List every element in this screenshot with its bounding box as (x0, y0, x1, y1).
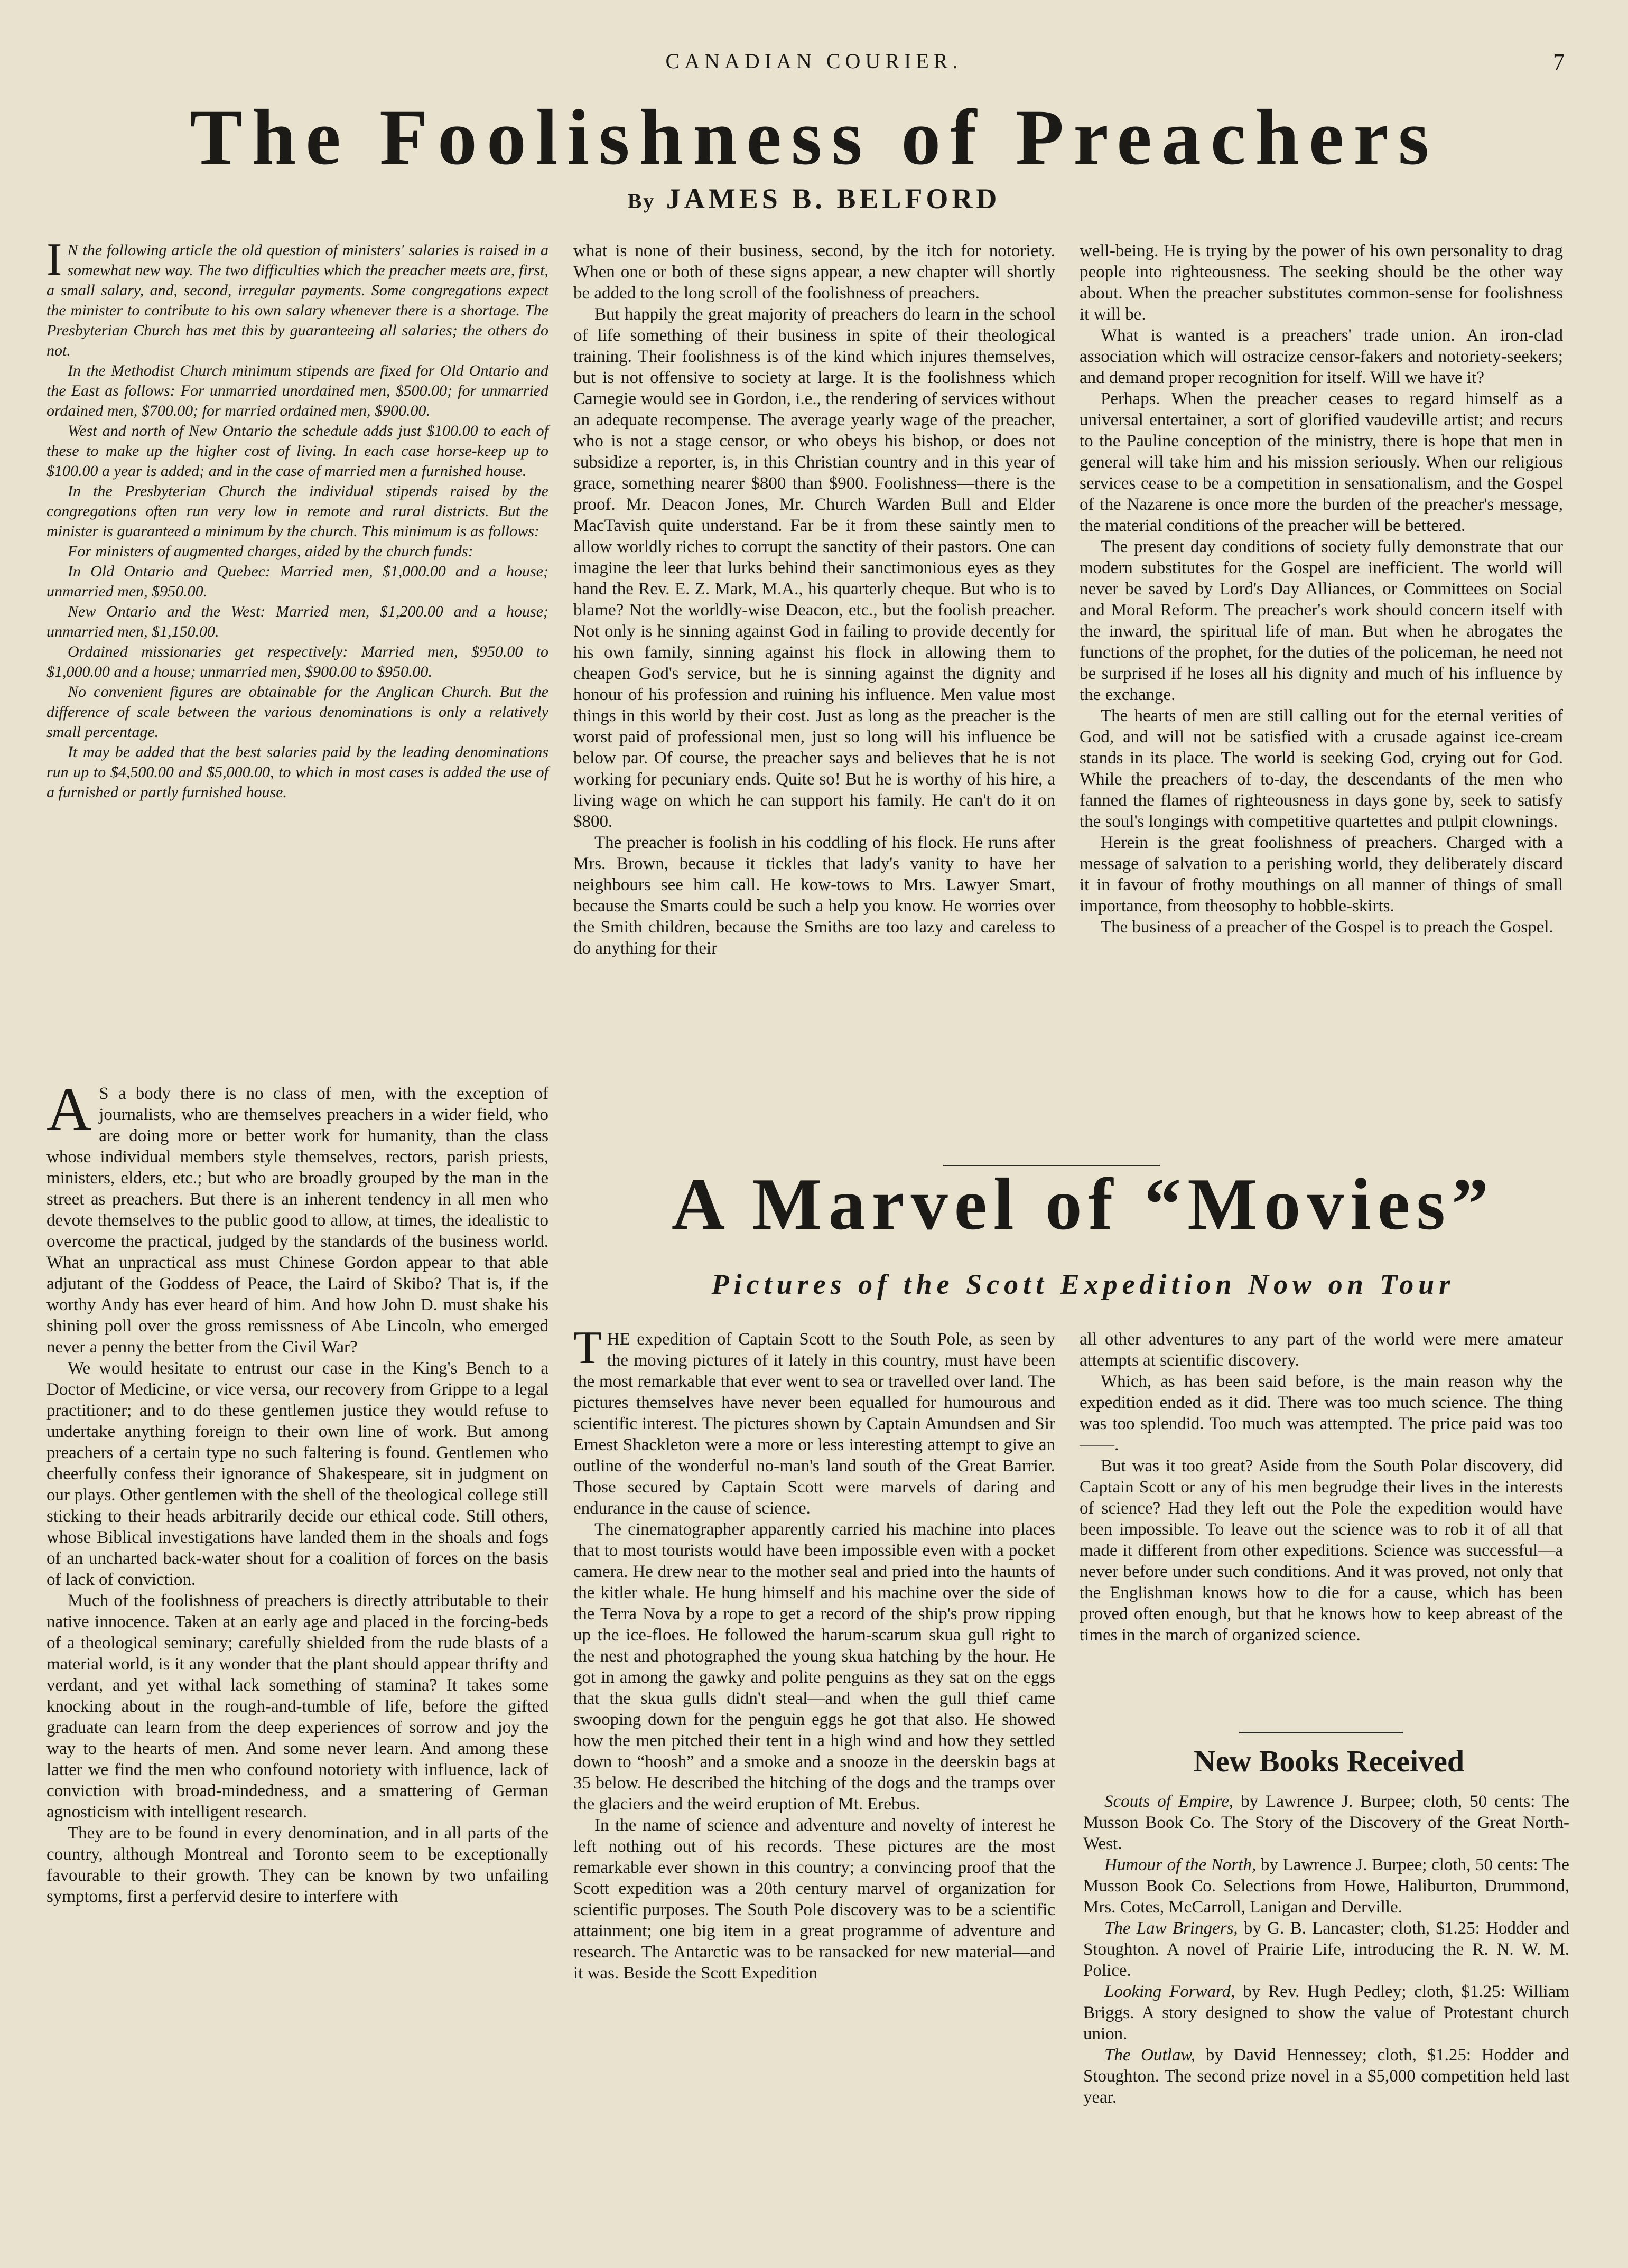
body-paragraph: But was it too great? Aside from the South Polar discovery, did Captain Scott or any of his men begrudge their lives in the interests of science? Had they left out the Pole the expedition would have been impossible. To leave out the science was to rob it of all that made it different from other expeditions. Science was successful—a never before under such conditions. And it was proved, not only that the Englishman knows how to die for a cause, which has been proved often enough, but that he knows how to keep abreast of the times in the march of organized science. (1080, 1457, 1563, 1645)
body-paragraph: The hearts of men are still calling out for the eternal verities of God, and will not be satisfied with a crusade against ice-cream stands in its place. The world is seeking God, crying out for God. While the preachers of to-day, the descendants of the men who fanned the flames of righteousness in days gone by, seek to satisfy the soul's longings with competitive quartettes and pulpit clownings. (1080, 706, 1563, 831)
body-paragraph: The cinematographer apparently carried his machine into places that to most tourists would have been impossible even with a pocket camera. He drew near to the mother seal and pried into the haunts of the kitler whale. He hung himself and his machine over the side of the Terra Nova by a rope to get a record of the ship's prow ripping up the ice-floes. He followed the harum-scarum skua gull right to the nest and photographed the young skua hatching by the hour. He got in among the gawky and polite penguins as they sat on the eggs that the skua gulls didn't steal—and when the gull thief came swooping down for the penguin eggs he got that also. He showed how the men pitched their tent in a high wind and how they settled down to “hoosh” and a smoke and a snooze in the deerskin bags at 35 below. He described the hitching of the dogs and the tramps over the glaciers and the weird eruption of Mt. Erebus. (573, 1520, 1055, 1814)
article-2-subtitle: Pictures of the Scott Expedition Now on Tour (711, 1268, 1455, 1300)
intro-paragraph: New Ontario and the West: Married men, $1,200.00 and a house; unmarried men, $1,150.00. (46, 603, 548, 640)
book-details: by David Hennessey; cloth, $1.25: Hodder and Stoughton. The second prize novel in a $5,000 competition held last year. (1083, 2046, 1569, 2107)
intro-paragraph: In Old Ontario and Quebec: Married men, $1,000.00 and a house; unmarried men, $950.00. (46, 563, 548, 600)
books-list (1083, 1791, 1569, 2108)
body-paragraph: Herein is the great foolishness of preachers. Charged with a message of salvation to a perishing world, they deliberately discard it in favour of frothy mouthings on all manner of things of small importance, from theosophy to hobble-skirts. (1080, 833, 1563, 916)
book-entry (1083, 1981, 1569, 2045)
article-2-column-2 (1080, 1329, 1563, 1646)
drop-cap: I (46, 234, 62, 285)
running-head (0, 49, 1628, 80)
intro-paragraph (46, 234, 548, 361)
book-entry (1083, 1918, 1569, 1981)
body-paragraph: well-being. He is trying by the power of his own personality to drag people into righteousness. The seeking should be the other way about. When the preacher substitutes common-sense for foolishness it will be. (1080, 241, 1563, 324)
intro-paragraph: It may be added that the best salaries paid by the leading denominations run up to $4,500.00 and $5,000.00, to which in most cases is added the use of a furnished or partly furnished house. (46, 743, 548, 801)
article-intro (46, 234, 548, 802)
body-paragraph: Much of the foolishness of preachers is directly attributable to their native innocence. Taken at an early age and placed in the forcing-beds of a theological seminary; carefully shielded from the rude blasts of a material world, is it any wonder that the plant should appear thrifty and verdant, and yet withal lack something of stamina? It takes some knocking about in the rough-and-tumble of life, before the gifted graduate can learn from the deep experiences of sorrow and joy the way to the hearts of men. And some never learn. And among these latter we find the men who confound notoriety with influence, lack of conviction with broad-mindedness, and a smattering of German agnosticism with intelligent research. (46, 1591, 548, 1822)
body-paragraph: What is wanted is a preachers' trade union. An iron-clad association which will ostracize censor-fakers and notoriety-seekers; and demand proper recognition for itself. Will we have it? (1080, 326, 1563, 387)
intro-text: N the following article the old question of ministers' salaries is raised in a somewhat new way. The two difficulties which the preacher meets are, first, a small salary, and, second, irregular payments. Some congregations expect the minister to contribute to his own salary whenever there is a shortage. The Presbyterian Church has met this by guaranteeing all salaries; the others do not. (46, 241, 548, 359)
body-paragraph: The preacher is foolish in his coddling of his flock. He runs after Mrs. Brown, because it tickles that lady's vanity to have her neighbours see him call. He kow-tows to Mrs. Lawyer Smart, because the Smarts could be such a help you know. He worries over the Smith children, because the Smiths are too lazy and careless to do anything for their (573, 833, 1055, 958)
intro-paragraph: No convenient figures are obtainable for the Anglican Church. But the difference of scale between the various denominations is only a relatively small percentage. (46, 683, 548, 741)
book-entry (1083, 2045, 1569, 2108)
section-divider (1239, 1732, 1403, 1733)
byline-prefix: By (627, 189, 656, 213)
byline (0, 182, 1628, 215)
book-title: The Outlaw, (1104, 2046, 1196, 2065)
body-paragraph: They are to be found in every denomination, and in all parts of the country, although Montreal and Toronto seem to be exceptionally favourable to their growth. They can be known by two unfailing symptoms, first a perfervid desire to interfere with (46, 1824, 548, 1906)
article-2-column-1 (573, 1322, 1055, 1984)
book-details: by Rev. Hugh Pedley; cloth, $1.25: William Briggs. A story designed to show the value of Protestant church union. (1083, 1982, 1569, 2043)
book-title: The Law Bringers, (1104, 1919, 1238, 1938)
body-paragraph: In the name of science and adventure and novelty of interest he left nothing out of his records. These pictures are the most remarkable ever shown in this country; a convincing proof that the Scott expedition was a 20th century marvel of organization for scientific purposes. The South Pole discovery was to be a scientific attainment; one big item in a great programme of adventure and research. The Antarctic was to be ransacked for new material—and it was. Beside the Scott Expedition (573, 1816, 1055, 1983)
book-title: Scouts of Empire, (1104, 1792, 1234, 1811)
article-title: The Foolishness of Preachers (189, 94, 1439, 181)
book-entry (1083, 1791, 1569, 1854)
body-paragraph (573, 1322, 1055, 1519)
body-paragraph: Perhaps. When the preacher ceases to regard himself as a universal entertainer, a sort of glorified vaudeville artist; and recurs to the Pauline conception of the ministry, there is hope that men in general will take him and his mission seriously. When our religious services cease to be a competition in sensationalism, and the Gospel of the Nazarene is once more the burden of the preacher's message, the material conditions of the preacher will be bettered. (1080, 389, 1563, 535)
body-paragraph: Which, as has been said before, is the main reason why the expedition ended as it did. There was too much science. The thing was too splendid. Too much was attempted. The price paid was too——. (1080, 1372, 1563, 1454)
page-number: 7 (1553, 49, 1565, 75)
article-2-title: A Marvel of “Movies” (672, 1163, 1495, 1245)
book-entry (1083, 1854, 1569, 1918)
drop-cap: T (573, 1322, 602, 1374)
article-column-3 (1080, 240, 1563, 938)
book-details: by Lawrence J. Burpee; cloth, 50 cents: The Musson Book Co. Selections from Howe, Haliburton, Drummond, Mrs. Cotes, McCarroll, Lanigan and Derville. (1083, 1855, 1569, 1917)
body-text: HE expedition of Captain Scott to the South Pole, as seen by the moving pictures of it lately in this country, must have been the most remarkable that ever went to sea or travelled over land. The pictures themselves have never been equalled for humourous and scientific interest. The pictures shown by Captain Amundsen and Sir Ernest Shackleton were a more or less interesting attempt to give an outline of the wonderful no-man's land south of the Great Barrier. Those secured by Captain Scott were marvels of daring and endurance in the cause of science. (573, 1330, 1055, 1518)
body-paragraph: We would hesitate to entrust our case in the King's Bench to a Doctor of Medicine, or vice versa, our recovery from Grippe to a legal practitioner; and to do these gentlemen justice they would refuse to undertake anything foreign to their own line of work. But among preachers of a certain type no such faltering is found. Gentlemen who cheerfully confess their ignorance of Shakespeare, sit in judgment on our plays. Other gentlemen with the shell of the theological college still sticking to their heads arbitrarily decide our ethical code. Still others, whose Biblical investigations have landed them in the shoals and fogs of an uncharted back-water shout for a coalition of forces on the basis of lack of conviction. (46, 1359, 548, 1589)
body-paragraph: The present day conditions of society fully demonstrate that our modern substitutes for the Gospel are inefficient. The world will never be saved by Lord's Day Alliances, or Committees on Social and Moral Reform. The preacher's work should concern itself with the inward, the spiritual life of man. But when he abrogates the functions of the prophet, for the duties of the policeman, he need not be surprised if he loses all his dignity and much of his influence by the exchange. (1080, 537, 1563, 704)
intro-paragraph: West and north of New Ontario the schedule adds just $100.00 to each of these to make up the higher cost of living. In each case horse-keep up to $100.00 a year is added; and in the case of married men a furnished house. (46, 422, 548, 480)
byline-author: JAMES B. BELFORD (666, 183, 1001, 214)
body-paragraph: all other adventures to any part of the world were mere amateur attempts at scientific discovery. (1080, 1330, 1563, 1370)
book-details: by Lawrence J. Burpee; cloth, 50 cents: The Musson Book Co. The Story of the Discovery of the Great North-West. (1083, 1792, 1569, 1853)
body-paragraph: The business of a preacher of the Gospel is to preach the Gospel. (1101, 918, 1553, 937)
drop-cap: A (46, 1075, 92, 1144)
article-column-1 (46, 1075, 548, 1907)
intro-paragraph: In the Methodist Church minimum stipends are fixed for Old Ontario and the East as follows: For unmarried unordained men, $500.00; for unmarried ordained men, $700.00; for married ordained men, $900.00. (46, 362, 548, 419)
intro-paragraph: In the Presbyterian Church the individual stipends raised by the congregations often run very low in remote and rural districts. But the minister is guaranteed a minimum by the church. This minimum is as follows: (46, 482, 548, 540)
body-paragraph: what is none of their business, second, by the itch for notoriety. When one or both of these signs appear, a new chapter will shortly be added to the long scroll of the foolishness of preachers. (573, 241, 1055, 303)
book-details: by G. B. Lancaster; cloth, $1.25: Hodder and Stoughton. A novel of Prairie Life, introducing the R. N. W. M. Police. (1083, 1919, 1569, 1980)
books-heading: New Books Received (1193, 1744, 1465, 1778)
book-title: Looking Forward, (1104, 1982, 1235, 2001)
body-paragraph: But happily the great majority of preachers do learn in the school of life something of their business in spite of their theological training. Their foolishness is of the kind which injures themselves, but is not offensive to society at large. It is the foolishness which Carnegie would see in Gordon, i.e., the rendering of services without an adequate recompense. The average yearly wage of the preacher, who is not a stage censor, or who obeys his bishop, or does not subsidize a reporter, is, in this Christian country and in this year of grace, something nearer $800 than $900. Foolishness—there is the proof. Mr. Deacon Jones, Mr. Church Warden Bull and Elder MacTavish quite understand. Far be it from these saintly men to allow worldly riches to corrupt the sanctity of their pastors. One can imagine the leer that lurks behind their sanctimonious eyes as they hand the Rev. E. Z. Mark, M.A., his quarterly cheque. But who is to blame? Not the worldly-wise Deacon, etc., but the foolish preacher. Not only is he sinning against God in failing to provide decently for his own family, sinning against his flock in allowing them to cheapen God's service, but he is sinning against the dignity and honour of his profession and ruining his influence. Men value most things in this world by their cost. Just as long as the preacher is the worst paid of professional men, just so long will his influence be below par. Of course, the preacher says and believes that he is not working for pecuniary ends. Quite so! But he is worthy of his hire, a living wage on which he can support his family. He can't do it on $800. (573, 305, 1055, 831)
book-title: Humour of the North, (1104, 1855, 1257, 1874)
article-column-2 (573, 240, 1055, 959)
intro-paragraph: For ministers of augmented charges, aided by the church funds: (68, 543, 473, 560)
body-paragraph (46, 1075, 548, 1358)
body-text: S a body there is no class of men, with the exception of journalists, who are themselves preachers in a wider field, who are doing more or better work for humanity, than the class whose individual members style themselves, rectors, parish priests, ministers, elders, etc.; but who are broadly grouped by the man in the street as preachers. But there is an inherent tendency in all men who devote themselves to the public good to allow, at times, the idealistic to overcome the practical, judged by the standards of the business world. What an unpractical ass must Chinese Gordon appear to that able adjutant of the Goddess of Peace, the Laird of Skibo? That is, if the worthy Andy has ever heard of him. And how John D. must shake his shining poll over the gross remissness of Abe Lincoln, who emerged never a penny the better from the Civil War? (46, 1084, 548, 1357)
publication-name: CANADIAN COURIER. (665, 49, 963, 73)
intro-paragraph: Ordained missionaries get respectively: Married men, $950.00 to $1,000.00 and a house; unmarried men, $900.00 to $950.00. (46, 643, 548, 680)
